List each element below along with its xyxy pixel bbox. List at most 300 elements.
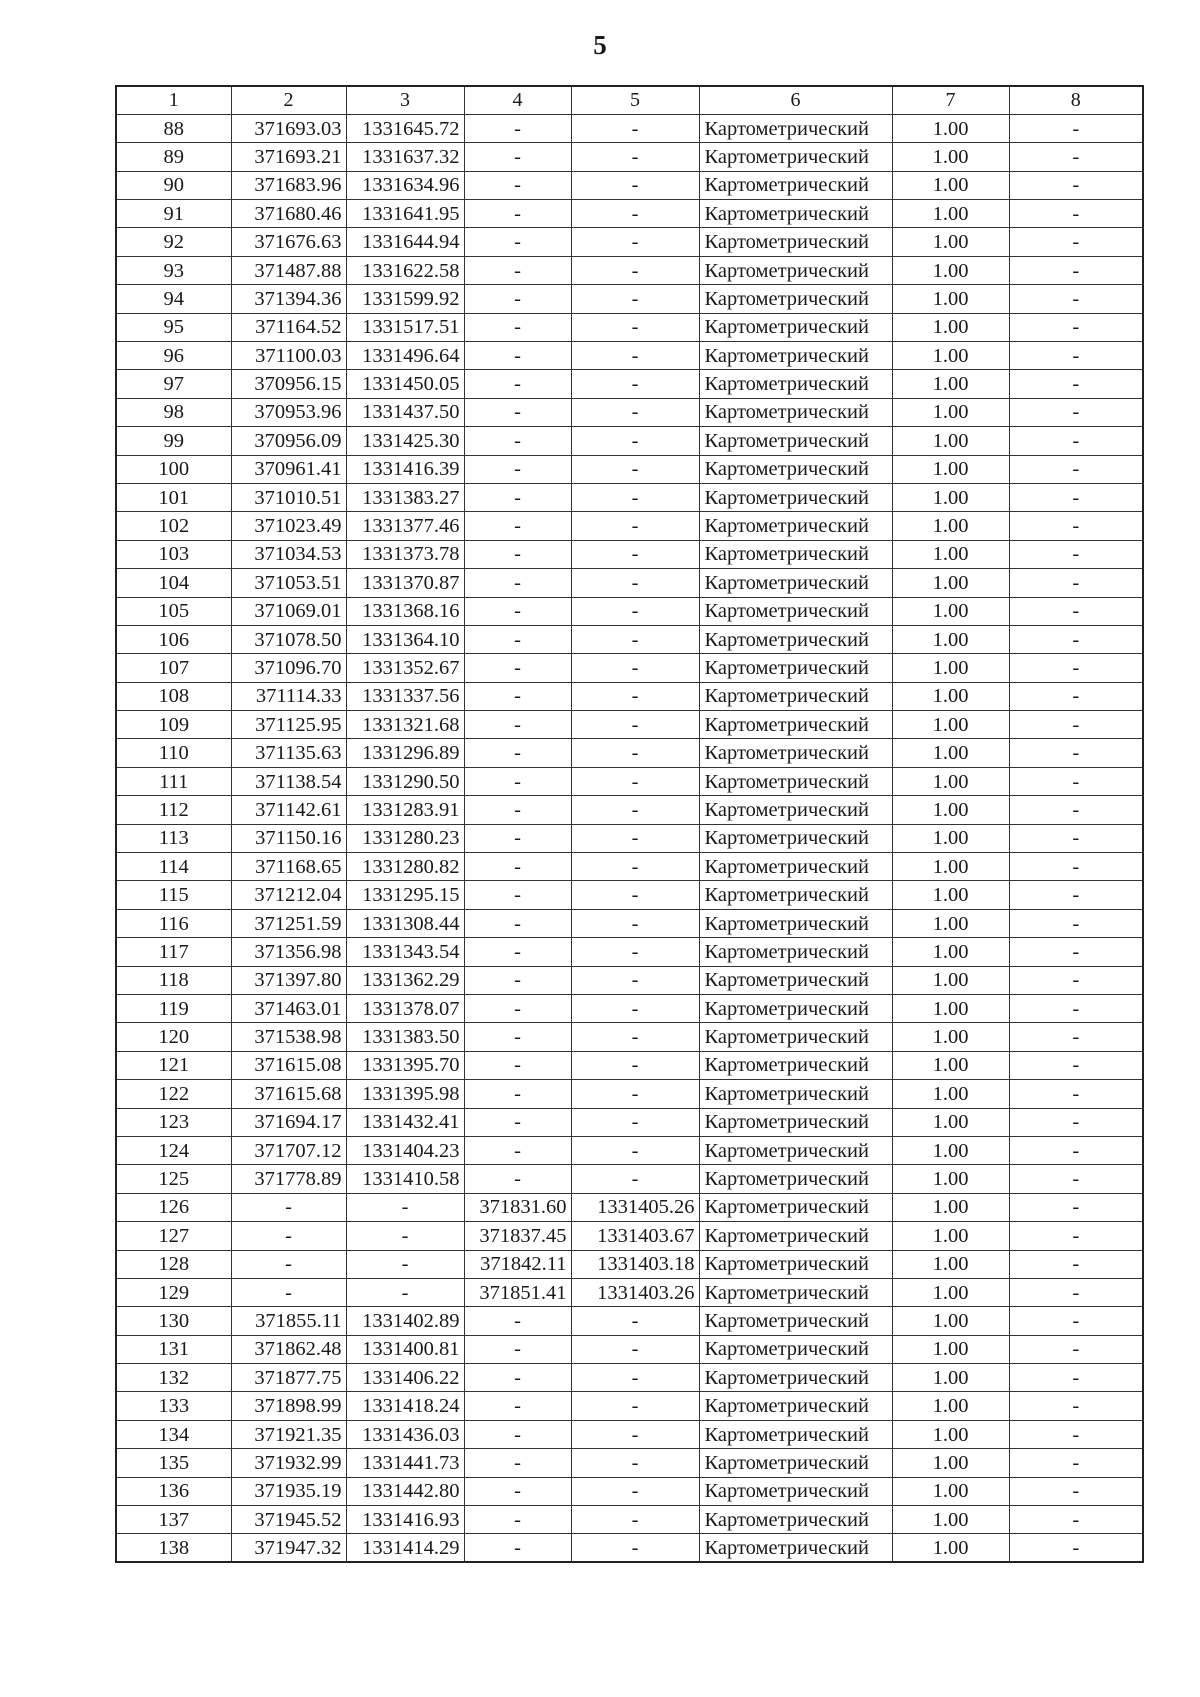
cell-point-number: 126	[116, 1193, 231, 1221]
cell-coord-y-alt: -	[571, 1534, 699, 1562]
cell-note: -	[1009, 966, 1143, 994]
cell-point-number: 130	[116, 1307, 231, 1335]
cell-point-number: 102	[116, 512, 231, 540]
cell-coord-y-alt: -	[571, 682, 699, 710]
cell-coord-x: 371615.68	[231, 1080, 346, 1108]
cell-coord-x-alt: -	[464, 455, 571, 483]
table-row	[116, 767, 1143, 795]
cell-coord-y: 1331280.23	[346, 824, 464, 852]
cell-point-number: 134	[116, 1420, 231, 1448]
cell-coord-y: 1331622.58	[346, 256, 464, 284]
cell-point-number: 94	[116, 285, 231, 313]
cell-coord-x: 371356.98	[231, 938, 346, 966]
table-row	[116, 398, 1143, 426]
cell-coord-x-alt: -	[464, 171, 571, 199]
table-header-row	[116, 86, 1143, 114]
cell-coord-x: 371921.35	[231, 1420, 346, 1448]
cell-coord-x: 371125.95	[231, 711, 346, 739]
cell-coord-y: 1331296.89	[346, 739, 464, 767]
table-row	[116, 711, 1143, 739]
cell-method: Картометрический	[699, 1222, 892, 1250]
cell-note: -	[1009, 824, 1143, 852]
cell-note: -	[1009, 881, 1143, 909]
cell-coord-y-alt: -	[571, 200, 699, 228]
cell-coord-y: 1331404.23	[346, 1136, 464, 1164]
cell-coord-y-alt: -	[571, 1506, 699, 1534]
cell-point-number: 120	[116, 1023, 231, 1051]
cell-coord-x: 371707.12	[231, 1136, 346, 1164]
cell-coord-y-alt: 1331403.18	[571, 1250, 699, 1278]
cell-method: Картометрический	[699, 398, 892, 426]
table-row	[116, 1449, 1143, 1477]
table-row	[116, 569, 1143, 597]
cell-method: Картометрический	[699, 1449, 892, 1477]
cell-coord-y: 1331402.89	[346, 1307, 464, 1335]
cell-method: Картометрический	[699, 796, 892, 824]
cell-coord-y-alt: -	[571, 256, 699, 284]
cell-coord-y-alt: -	[571, 995, 699, 1023]
page-number: 5	[593, 30, 607, 60]
cell-coord-x: 371538.98	[231, 1023, 346, 1051]
cell-point-number: 133	[116, 1392, 231, 1420]
cell-coord-x: 371023.49	[231, 512, 346, 540]
cell-coord-x: 371680.46	[231, 200, 346, 228]
cell-coord-y: 1331437.50	[346, 398, 464, 426]
cell-coord-y: 1331337.56	[346, 682, 464, 710]
cell-coord-x: 371034.53	[231, 540, 346, 568]
cell-coord-y-alt: -	[571, 228, 699, 256]
cell-point-number: 122	[116, 1080, 231, 1108]
table-row	[116, 1477, 1143, 1505]
cell-coord-y: 1331308.44	[346, 909, 464, 937]
cell-accuracy: 1.00	[892, 938, 1009, 966]
cell-coord-x: 371168.65	[231, 853, 346, 881]
cell-coord-x: 371676.63	[231, 228, 346, 256]
cell-note: -	[1009, 171, 1143, 199]
cell-method: Картометрический	[699, 1335, 892, 1363]
table-row	[116, 1193, 1143, 1221]
cell-method: Картометрический	[699, 1193, 892, 1221]
cell-coord-x: 371150.16	[231, 824, 346, 852]
cell-point-number: 115	[116, 881, 231, 909]
cell-coord-x: 371164.52	[231, 313, 346, 341]
cell-coord-x: 371114.33	[231, 682, 346, 710]
cell-coord-y-alt: -	[571, 370, 699, 398]
cell-coord-y: -	[346, 1250, 464, 1278]
cell-coord-y: 1331343.54	[346, 938, 464, 966]
cell-note: -	[1009, 767, 1143, 795]
cell-coord-x: 371945.52	[231, 1506, 346, 1534]
table-row	[116, 1364, 1143, 1392]
cell-coord-x: 370953.96	[231, 398, 346, 426]
cell-coord-y: 1331634.96	[346, 171, 464, 199]
cell-coord-y: 1331450.05	[346, 370, 464, 398]
cell-method: Картометрический	[699, 824, 892, 852]
cell-coord-x-alt: -	[464, 540, 571, 568]
cell-method: Картометрический	[699, 966, 892, 994]
table-row	[116, 853, 1143, 881]
cell-coord-x: 371693.21	[231, 143, 346, 171]
cell-coord-x-alt: -	[464, 256, 571, 284]
cell-note: -	[1009, 1335, 1143, 1363]
table-row	[116, 1335, 1143, 1363]
column-header: 6	[699, 86, 892, 114]
cell-coord-x: 371010.51	[231, 483, 346, 511]
cell-note: -	[1009, 483, 1143, 511]
cell-coord-x-alt: -	[464, 881, 571, 909]
cell-point-number: 106	[116, 625, 231, 653]
cell-coord-y-alt: -	[571, 1080, 699, 1108]
table-row	[116, 682, 1143, 710]
cell-coord-y-alt: 1331403.26	[571, 1278, 699, 1306]
cell-coord-x-alt: -	[464, 512, 571, 540]
cell-coord-y-alt: -	[571, 1364, 699, 1392]
cell-note: -	[1009, 228, 1143, 256]
cell-accuracy: 1.00	[892, 114, 1009, 142]
cell-note: -	[1009, 1051, 1143, 1079]
cell-accuracy: 1.00	[892, 483, 1009, 511]
cell-method: Картометрический	[699, 625, 892, 653]
cell-coord-x: 371932.99	[231, 1449, 346, 1477]
table-row	[116, 1420, 1143, 1448]
cell-coord-x-alt: -	[464, 1392, 571, 1420]
cell-accuracy: 1.00	[892, 285, 1009, 313]
cell-coord-y: 1331373.78	[346, 540, 464, 568]
cell-coord-x-alt: -	[464, 1307, 571, 1335]
table-row	[116, 1278, 1143, 1306]
table-row	[116, 256, 1143, 284]
cell-coord-x-alt: 371837.45	[464, 1222, 571, 1250]
table-row	[116, 342, 1143, 370]
cell-coord-y: 1331517.51	[346, 313, 464, 341]
cell-accuracy: 1.00	[892, 540, 1009, 568]
column-header: 4	[464, 86, 571, 114]
cell-accuracy: 1.00	[892, 654, 1009, 682]
cell-method: Картометрический	[699, 370, 892, 398]
cell-note: -	[1009, 313, 1143, 341]
cell-coord-y-alt: -	[571, 938, 699, 966]
cell-coord-y-alt: -	[571, 1108, 699, 1136]
cell-coord-x-alt: -	[464, 1477, 571, 1505]
table-row	[116, 200, 1143, 228]
cell-method: Картометрический	[699, 1364, 892, 1392]
table-row	[116, 370, 1143, 398]
cell-point-number: 96	[116, 342, 231, 370]
cell-note: -	[1009, 1080, 1143, 1108]
cell-point-number: 121	[116, 1051, 231, 1079]
cell-method: Картометрический	[699, 1392, 892, 1420]
cell-accuracy: 1.00	[892, 1506, 1009, 1534]
cell-coord-y-alt: -	[571, 711, 699, 739]
cell-coord-y: 1331641.95	[346, 200, 464, 228]
cell-coord-y: 1331368.16	[346, 597, 464, 625]
cell-method: Картометрический	[699, 1506, 892, 1534]
cell-coord-x: 371694.17	[231, 1108, 346, 1136]
cell-coord-y-alt: -	[571, 853, 699, 881]
cell-note: -	[1009, 540, 1143, 568]
cell-note: -	[1009, 370, 1143, 398]
cell-coord-x: 371053.51	[231, 569, 346, 597]
column-header: 1	[116, 86, 231, 114]
cell-accuracy: 1.00	[892, 796, 1009, 824]
cell-coord-x-alt: -	[464, 1051, 571, 1079]
cell-coord-y: 1331383.27	[346, 483, 464, 511]
cell-point-number: 111	[116, 767, 231, 795]
cell-accuracy: 1.00	[892, 824, 1009, 852]
table-body	[116, 86, 1143, 1562]
cell-method: Картометрический	[699, 853, 892, 881]
cell-coord-y: 1331295.15	[346, 881, 464, 909]
cell-accuracy: 1.00	[892, 909, 1009, 937]
cell-point-number: 93	[116, 256, 231, 284]
cell-coord-y-alt: -	[571, 342, 699, 370]
cell-note: -	[1009, 342, 1143, 370]
cell-coord-y: -	[346, 1278, 464, 1306]
cell-method: Картометрический	[699, 285, 892, 313]
cell-coord-y-alt: -	[571, 483, 699, 511]
cell-coord-y-alt: -	[571, 1165, 699, 1193]
cell-coord-y: 1331362.29	[346, 966, 464, 994]
cell-accuracy: 1.00	[892, 427, 1009, 455]
cell-point-number: 109	[116, 711, 231, 739]
cell-coord-x-alt: -	[464, 682, 571, 710]
cell-coord-y: 1331377.46	[346, 512, 464, 540]
cell-note: -	[1009, 682, 1143, 710]
cell-coord-x: 371935.19	[231, 1477, 346, 1505]
cell-coord-y: 1331395.70	[346, 1051, 464, 1079]
cell-coord-x: 371096.70	[231, 654, 346, 682]
cell-coord-y: 1331441.73	[346, 1449, 464, 1477]
cell-coord-x-alt: -	[464, 370, 571, 398]
cell-coord-x-alt: -	[464, 1420, 571, 1448]
cell-note: -	[1009, 285, 1143, 313]
cell-note: -	[1009, 143, 1143, 171]
cell-point-number: 118	[116, 966, 231, 994]
cell-coord-y-alt: -	[571, 455, 699, 483]
cell-method: Картометрический	[699, 512, 892, 540]
cell-note: -	[1009, 1250, 1143, 1278]
table-row	[116, 995, 1143, 1023]
cell-coord-y: 1331383.50	[346, 1023, 464, 1051]
cell-method: Картометрический	[699, 1165, 892, 1193]
cell-method: Картометрический	[699, 313, 892, 341]
cell-coord-x-alt: -	[464, 342, 571, 370]
cell-coord-x-alt: -	[464, 143, 571, 171]
cell-coord-y: 1331442.80	[346, 1477, 464, 1505]
cell-coord-x-alt: -	[464, 654, 571, 682]
table-row	[116, 1307, 1143, 1335]
cell-method: Картометрический	[699, 342, 892, 370]
cell-coord-y: 1331370.87	[346, 569, 464, 597]
cell-point-number: 117	[116, 938, 231, 966]
cell-coord-y: 1331599.92	[346, 285, 464, 313]
cell-method: Картометрический	[699, 597, 892, 625]
cell-coord-x-alt: -	[464, 824, 571, 852]
cell-coord-x: 371778.89	[231, 1165, 346, 1193]
cell-point-number: 129	[116, 1278, 231, 1306]
cell-accuracy: 1.00	[892, 881, 1009, 909]
cell-point-number: 95	[116, 313, 231, 341]
cell-coord-x-alt: 371831.60	[464, 1193, 571, 1221]
cell-point-number: 105	[116, 597, 231, 625]
cell-note: -	[1009, 1023, 1143, 1051]
column-header: 5	[571, 86, 699, 114]
cell-coord-x-alt: -	[464, 1449, 571, 1477]
cell-note: -	[1009, 1165, 1143, 1193]
cell-coord-x: 370961.41	[231, 455, 346, 483]
cell-note: -	[1009, 654, 1143, 682]
cell-coord-x-alt: -	[464, 995, 571, 1023]
cell-coord-x: 371862.48	[231, 1335, 346, 1363]
cell-coord-x: 371615.08	[231, 1051, 346, 1079]
cell-coord-y-alt: 1331403.67	[571, 1222, 699, 1250]
table-row	[116, 966, 1143, 994]
table-row	[116, 654, 1143, 682]
cell-accuracy: 1.00	[892, 455, 1009, 483]
cell-note: -	[1009, 1534, 1143, 1562]
cell-point-number: 135	[116, 1449, 231, 1477]
cell-coord-y-alt: -	[571, 540, 699, 568]
cell-point-number: 124	[116, 1136, 231, 1164]
cell-coord-x: 371397.80	[231, 966, 346, 994]
cell-coord-y: 1331416.39	[346, 455, 464, 483]
cell-coord-x-alt: -	[464, 1136, 571, 1164]
cell-note: -	[1009, 938, 1143, 966]
cell-coord-y: 1331645.72	[346, 114, 464, 142]
cell-coord-y: 1331644.94	[346, 228, 464, 256]
cell-method: Картометрический	[699, 483, 892, 511]
cell-note: -	[1009, 1136, 1143, 1164]
cell-note: -	[1009, 1222, 1143, 1250]
cell-coord-y-alt: -	[571, 881, 699, 909]
cell-coord-x: 370956.15	[231, 370, 346, 398]
cell-coord-y-alt: -	[571, 597, 699, 625]
cell-coord-y-alt: -	[571, 569, 699, 597]
cell-coord-x-alt: -	[464, 483, 571, 511]
table-row	[116, 483, 1143, 511]
cell-accuracy: 1.00	[892, 228, 1009, 256]
cell-accuracy: 1.00	[892, 1335, 1009, 1363]
cell-coord-y-alt: -	[571, 114, 699, 142]
cell-point-number: 90	[116, 171, 231, 199]
table-row	[116, 1108, 1143, 1136]
cell-accuracy: 1.00	[892, 711, 1009, 739]
cell-coord-y-alt: -	[571, 171, 699, 199]
cell-accuracy: 1.00	[892, 200, 1009, 228]
cell-coord-x: 371394.36	[231, 285, 346, 313]
cell-accuracy: 1.00	[892, 143, 1009, 171]
cell-coord-x-alt: -	[464, 200, 571, 228]
table-row	[116, 455, 1143, 483]
cell-accuracy: 1.00	[892, 739, 1009, 767]
cell-note: -	[1009, 625, 1143, 653]
cell-accuracy: 1.00	[892, 1023, 1009, 1051]
cell-accuracy: 1.00	[892, 342, 1009, 370]
cell-method: Картометрический	[699, 995, 892, 1023]
cell-note: -	[1009, 1449, 1143, 1477]
cell-coord-y: 1331406.22	[346, 1364, 464, 1392]
cell-point-number: 92	[116, 228, 231, 256]
cell-coord-x-alt: -	[464, 597, 571, 625]
cell-coord-y-alt: -	[571, 1335, 699, 1363]
cell-method: Картометрический	[699, 171, 892, 199]
table-row	[116, 739, 1143, 767]
cell-coord-x-alt: -	[464, 1023, 571, 1051]
cell-note: -	[1009, 427, 1143, 455]
cell-method: Картометрический	[699, 1534, 892, 1562]
cell-note: -	[1009, 1420, 1143, 1448]
cell-accuracy: 1.00	[892, 1222, 1009, 1250]
cell-coord-x: 371138.54	[231, 767, 346, 795]
cell-coord-x-alt: -	[464, 1534, 571, 1562]
cell-coord-x-alt: -	[464, 398, 571, 426]
cell-method: Картометрический	[699, 909, 892, 937]
cell-point-number: 116	[116, 909, 231, 937]
cell-accuracy: 1.00	[892, 1136, 1009, 1164]
cell-note: -	[1009, 569, 1143, 597]
cell-coord-y: 1331321.68	[346, 711, 464, 739]
cell-accuracy: 1.00	[892, 597, 1009, 625]
cell-coord-y-alt: -	[571, 398, 699, 426]
cell-method: Картометрический	[699, 739, 892, 767]
cell-point-number: 112	[116, 796, 231, 824]
cell-accuracy: 1.00	[892, 1051, 1009, 1079]
table-row	[116, 143, 1143, 171]
cell-coord-y-alt: -	[571, 1136, 699, 1164]
cell-method: Картометрический	[699, 569, 892, 597]
cell-coord-x: -	[231, 1193, 346, 1221]
cell-coord-x-alt: -	[464, 114, 571, 142]
column-header: 3	[346, 86, 464, 114]
cell-note: -	[1009, 455, 1143, 483]
cell-coord-x: 371683.96	[231, 171, 346, 199]
cell-coord-y: 1331280.82	[346, 853, 464, 881]
cell-coord-y: 1331418.24	[346, 1392, 464, 1420]
cell-method: Картометрический	[699, 1136, 892, 1164]
cell-coord-x-alt: -	[464, 938, 571, 966]
cell-coord-x-alt: -	[464, 711, 571, 739]
cell-note: -	[1009, 853, 1143, 881]
cell-note: -	[1009, 1307, 1143, 1335]
cell-method: Картометрический	[699, 256, 892, 284]
table-row	[116, 1534, 1143, 1562]
cell-note: -	[1009, 1392, 1143, 1420]
cell-coord-x: 371855.11	[231, 1307, 346, 1335]
cell-accuracy: 1.00	[892, 569, 1009, 597]
cell-note: -	[1009, 1193, 1143, 1221]
cell-coord-x-alt: -	[464, 1506, 571, 1534]
cell-point-number: 132	[116, 1364, 231, 1392]
cell-coord-y: 1331352.67	[346, 654, 464, 682]
table-row	[116, 1506, 1143, 1534]
cell-coord-x-alt: -	[464, 228, 571, 256]
cell-method: Картометрический	[699, 1477, 892, 1505]
cell-accuracy: 1.00	[892, 995, 1009, 1023]
cell-method: Картометрический	[699, 1420, 892, 1448]
cell-coord-x: 371877.75	[231, 1364, 346, 1392]
cell-coord-y-alt: -	[571, 654, 699, 682]
cell-accuracy: 1.00	[892, 1250, 1009, 1278]
cell-coord-y-alt: -	[571, 909, 699, 937]
cell-coord-x-alt: -	[464, 966, 571, 994]
table-row	[116, 540, 1143, 568]
table-row	[116, 171, 1143, 199]
cell-coord-y-alt: -	[571, 1477, 699, 1505]
cell-accuracy: 1.00	[892, 512, 1009, 540]
cell-method: Картометрический	[699, 228, 892, 256]
table-row	[116, 313, 1143, 341]
cell-coord-x: 371693.03	[231, 114, 346, 142]
